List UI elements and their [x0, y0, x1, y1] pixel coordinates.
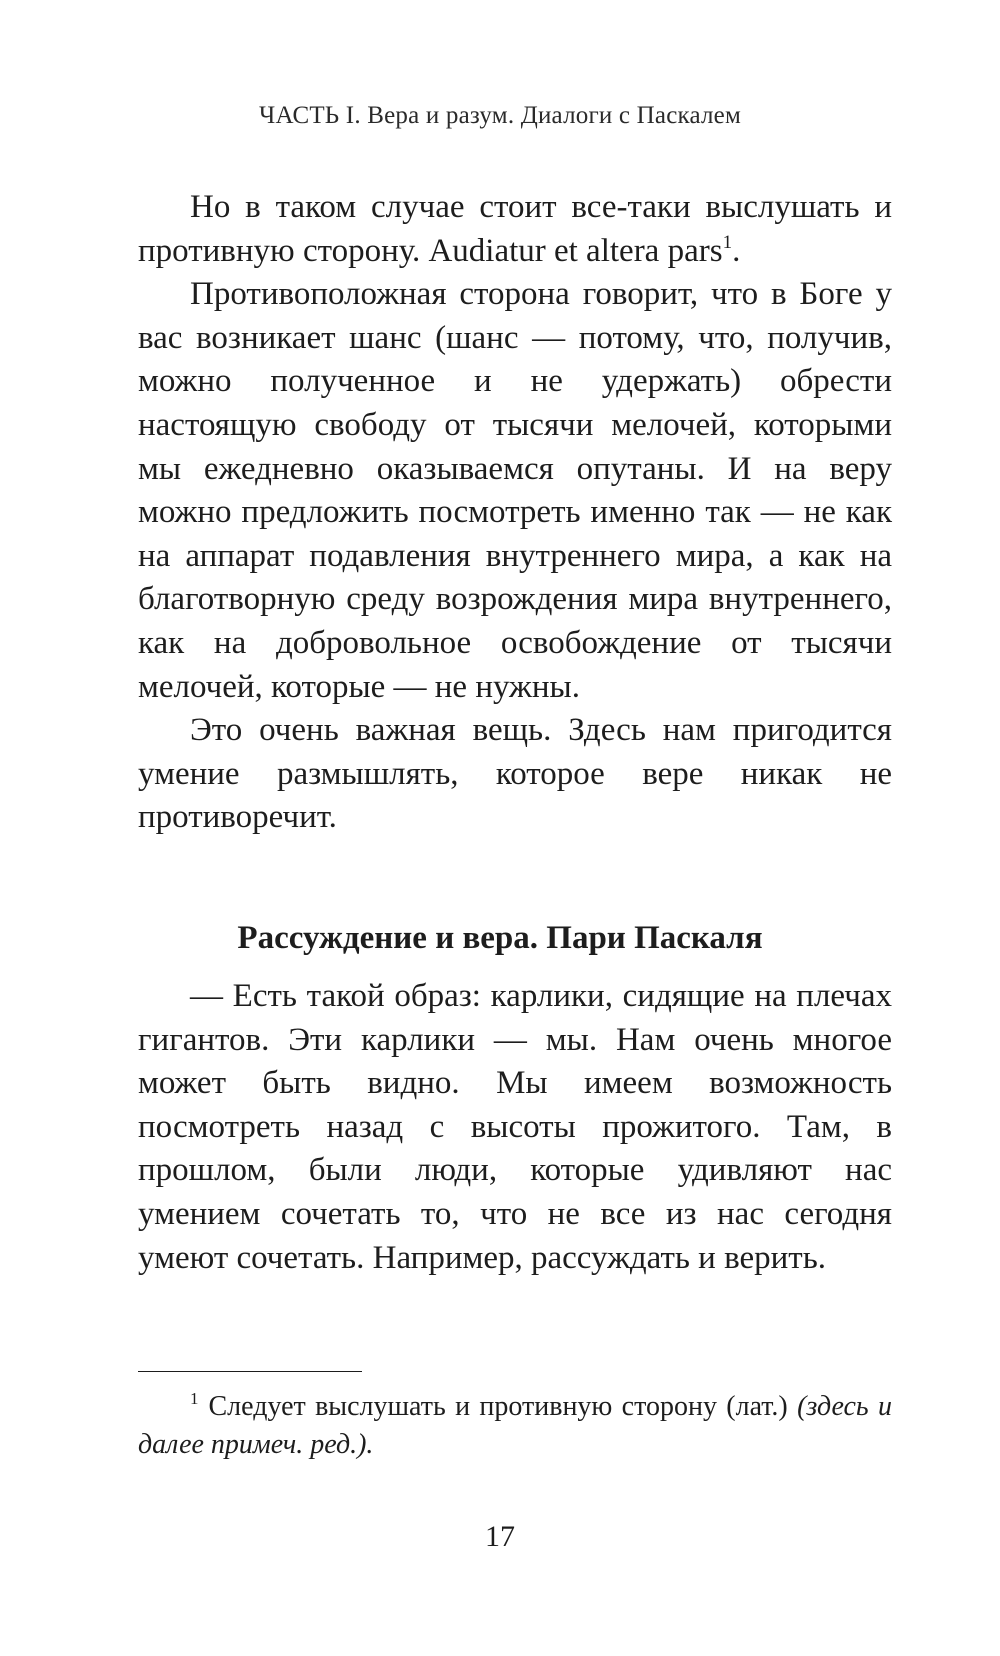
footnote-reference[interactable]: 1 — [722, 231, 733, 253]
paragraph-1-text: Но в таком случае стоит все-таки выслушать и противную сторону. Audiatur et altera pars — [138, 189, 892, 269]
footnote — [138, 1388, 892, 1464]
paragraph-1 — [138, 186, 892, 273]
running-header: ЧАСТЬ I. Вера и разум. Диалоги с Паскалем — [259, 102, 741, 129]
paragraph-1-end: . — [732, 232, 741, 269]
footnote-divider — [138, 1371, 362, 1372]
paragraph-4: — Есть такой образ: карлики, сидящие на плечах гигантов. Эти карлики — мы. Нам очень многое может быть видно. Мы имеем возможность посмотреть назад с высоты прожитого. Там, в прошлом, были люди, которые удивляют нас умением сочетать то, что не все из нас сегодня умеют сочетать. Например, рассуждать и верить. — [138, 978, 892, 1276]
main-text-bottom — [138, 975, 892, 1280]
footnote-text: Следует выслушать и противную сторону (лат.) — [208, 1391, 788, 1422]
paragraph-2: Противоположная сторона говорит, что в Боге у вас возникает шанс (шанс — потому, что, получив, можно полученное и не удержать) обрести настоящую свободу от тысячи мелочей, которыми мы ежедневно оказываемся опутаны. И на веру можно предложить посмотреть именно так — не как на аппарат подавления внутреннего мира, а как на благотворную среду возрождения мира внутреннего, как на добровольное освобождение от тысячи мелочей, которые — не нужны. — [138, 276, 892, 705]
footnote-number: 1 — [190, 1389, 199, 1408]
page-number: 17 — [485, 1520, 515, 1553]
section-heading: Рассуждение и вера. Пари Паскаля — [237, 920, 763, 956]
footnote-editor-note: (здесь и далее примеч. ред.). — [138, 1391, 892, 1460]
paragraph-3: Это очень важная вещь. Здесь нам пригодится умение размышлять, которое вере никак не противоречит. — [138, 712, 892, 836]
main-text-top — [138, 186, 892, 840]
